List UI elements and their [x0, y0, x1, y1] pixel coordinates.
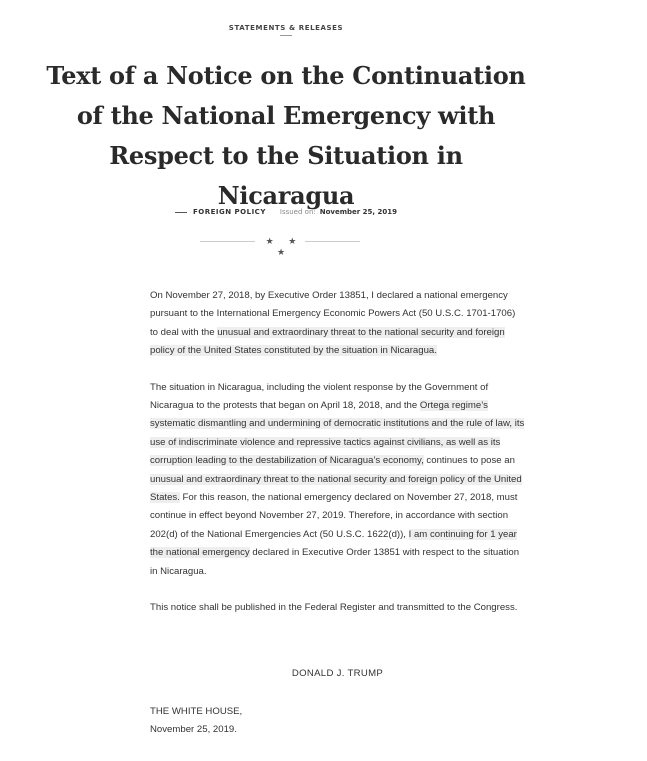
issued-label: Issued on:: [279, 208, 316, 216]
signature: DONALD J. TRUMP: [291, 668, 384, 679]
text-run: declared in Executive Order 13851 with respect to the situation in Nicaragua.: [150, 547, 520, 577]
closing-line-1: THE WHITE HOUSE,: [150, 706, 243, 717]
page-title: Text of a Notice on the Continuation of the National Emergency with Respect to the Situation in Nicaragua: [46, 61, 526, 210]
article-meta: [0, 208, 572, 216]
stars-icon: ★ ★ ★: [265, 236, 303, 257]
issued-date: November 25, 2019: [319, 208, 397, 216]
category-link[interactable]: FOREIGN POLICY: [192, 208, 266, 216]
text-run: On November 27, 2018, by Executive Order 13851, I declared a national emergency pursuant to the International Emergency Economic Powers Act (50 U.S.C. 1701-1706) to deal with the: [150, 290, 516, 338]
text-run: For this reason, the national emergency declared on November 27, 2018, must continue in effect beyond November 27, 2019. Therefore, in accordance with section 202(d) of the National Emergencies Act (50 U.S.C. 1622(d)),: [150, 492, 518, 540]
highlighted-text: Ortega regime’s systematic dismantling and undermining of democratic institutions and the rule of law, its use of indiscriminate violence and repressive tactics against civilians, as well as its corruption leading to the destabilization of Nicaragua’s economy,: [150, 400, 525, 467]
kicker-divider: [280, 35, 292, 36]
paragraph-2: [150, 379, 525, 581]
closing-block: [150, 703, 242, 740]
paragraph-1: [150, 287, 525, 361]
text-run: The situation in Nicaragua, including the violent response by the Government of Nicaragua to the protests that began on April 18, 2018, and the: [150, 381, 489, 412]
paragraph-3: This notice shall be published in the Federal Register and transmitted to the Congress.: [150, 602, 518, 614]
divider-rule-left: [200, 241, 255, 242]
divider-stars: [200, 236, 370, 257]
meta-dash: [175, 212, 187, 213]
closing-line-2: November 25, 2019.: [150, 724, 237, 736]
article-body: [150, 287, 525, 636]
divider-rule-right: [305, 241, 360, 242]
section-kicker[interactable]: STATEMENTS & RELEASES: [228, 24, 344, 32]
highlighted-text: unusual and extraordinary threat to the national security and foreign policy of the United States constituted by the situation in Nicaragua.: [150, 326, 505, 357]
highlighted-text: I am continuing for 1 year the national emergency: [150, 528, 517, 559]
text-run: continues to pose an: [423, 455, 515, 467]
highlighted-text: unusual and extraordinary threat to the national security and foreign policy of the United States.: [150, 473, 522, 504]
